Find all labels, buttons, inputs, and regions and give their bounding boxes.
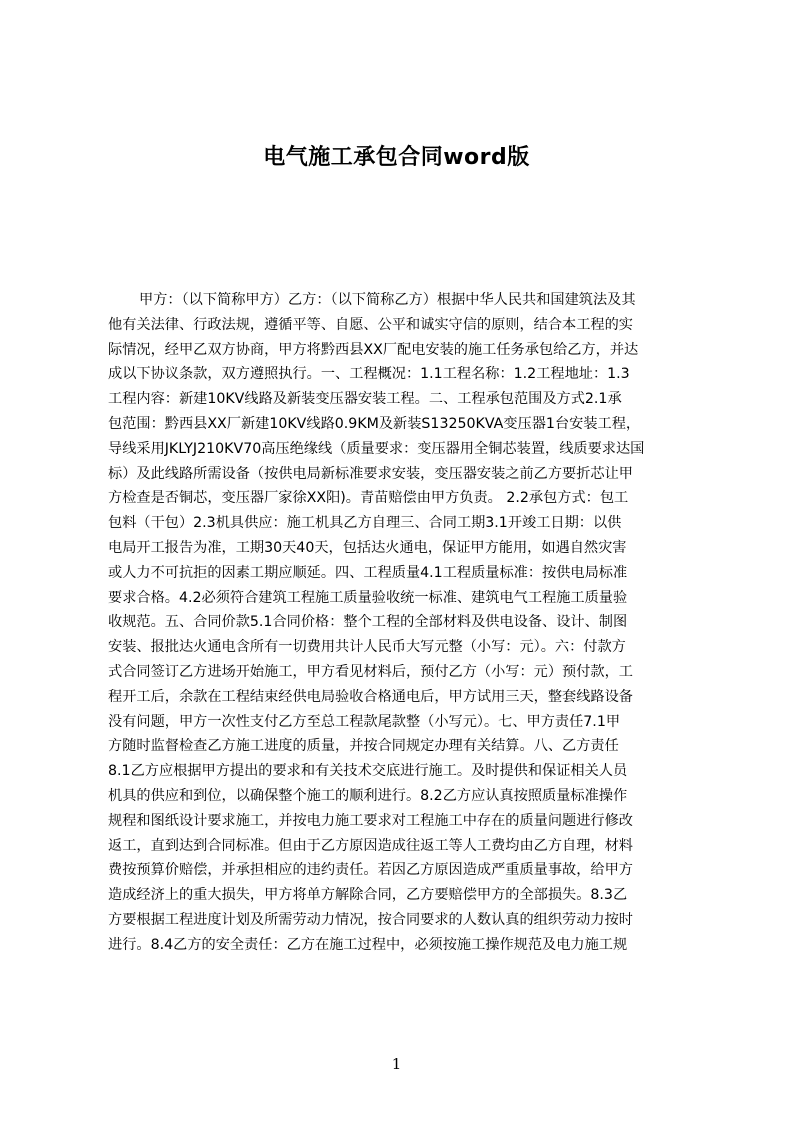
body-line: 导线采用JKLYJ210KV70高压绝缘线（质量要求：变压器用全铜芯装置，线质要求达国 (108, 440, 645, 457)
body-line: 收规范。五、合同价款5.1合同价格：整个工程的全部材料及供电设备、设计、制图 (108, 614, 628, 631)
page-number: 1 (391, 1055, 402, 1073)
body-line: 他有关法律、行政法规，遵循平等、自愿、公平和诚实守信的原则，结合本工程的实 (108, 316, 633, 333)
body-line: 进行。8.4乙方的安全责任：乙方在施工过程中，必须按施工操作规范及电力施工规 (108, 936, 628, 953)
body-line: 电局开工报告为准，工期30天40天，包括达火通电，保证甲方能用，如遇自然灾害 (108, 539, 627, 556)
body-line: 甲方：（以下简称甲方）乙方：（以下简称乙方）根据中华人民共和国建筑法及其 (139, 292, 636, 308)
body-line: 式合同签订乙方进场开始施工，甲方看见材料后，预付乙方（小写：元）预付款，工 (108, 663, 633, 680)
body-line: 际情况，经甲乙双方协商，甲方将黔西县XX厂配电安装的施工任务承包给乙方，并达 (108, 341, 639, 358)
body-line: 包料（干包）2.3机具供应：施工机具乙方自理三、合同工期3.1开竣工日期：以供 (108, 515, 622, 532)
body-line: 8.1乙方应根据甲方提出的要求和有关技术交底进行施工。及时提供和保证相关人员 (108, 763, 628, 780)
body-line: 或人力不可抗拒的因素工期应顺延。四、工程质量4.1工程质量标准：按供电局标准 (108, 564, 628, 581)
body-line: 没有问题，甲方一次性支付乙方至总工程款尾款整（小写元）。七、甲方责任7.1甲 (108, 713, 621, 730)
body-line: 程开工后，余款在工程结束经供电局验收合格通电后，甲方试用三天，整套线路设备 (108, 688, 633, 705)
document-title: 电气施工承包合同word版 (263, 145, 530, 170)
contract-body (108, 288, 698, 1038)
body-line: 方要根据工程进度计划及所需劳动力情况，按合同要求的人数认真的组织劳动力按时 (108, 911, 633, 928)
body-line: 方随时监督检查乙方施工进度的质量，并按合同规定办理有关结算。八、乙方责任 (108, 738, 619, 755)
body-line: 规程和图纸设计要求施工，并按电力施工要求对工程施工中存在的质量问题进行修改 (108, 812, 633, 829)
body-line: 安装、报批达火通电含所有一切费用共计人民币大写元整（小写：元）。六：付款方 (108, 639, 626, 656)
body-line: 标）及此线路所需设备（按供电局新标准要求安装，变压器安装之前乙方要折芯让甲 (108, 465, 633, 482)
body-line: 成以下协议条款，双方遵照执行。一、工程概况：1.1工程名称：1.2工程地址：1.3 (108, 366, 630, 383)
body-line: 机具的供应和到位，以确保整个施工的顺利进行。8.2乙方应认真按照质量标准操作 (108, 787, 628, 804)
body-line: 要求合格。4.2必须符合建筑工程施工质量验收统一标准、建筑电气工程施工质量验 (108, 589, 628, 606)
body-line: 包范围：黔西县XX厂新建10KV线路0.9KM及新装S13250KVA变压器1台安装工程， (108, 415, 641, 432)
body-line: 工程内容：新建10KV线路及新装变压器安装工程。二、工程承包范围及方式2.1承 (108, 391, 622, 408)
body-line: 返工，直到达到合同标准。但由于乙方原因造成往返工等人工费均由乙方自理，材料 (108, 837, 633, 854)
body-line: 费按预算价赔偿，并承担相应的违约责任。若因乙方原因造成严重质量事故，给甲方 (108, 862, 633, 879)
body-line: 造成经济上的重大损失，甲方将单方解除合同，乙方要赔偿甲方的全部损失。8.3乙 (108, 887, 628, 904)
body-line: 方检查是否铜芯，变压器厂家徐XX阳)。青苗赔偿由甲方负责。 2.2承包方式：包工 (108, 490, 629, 507)
